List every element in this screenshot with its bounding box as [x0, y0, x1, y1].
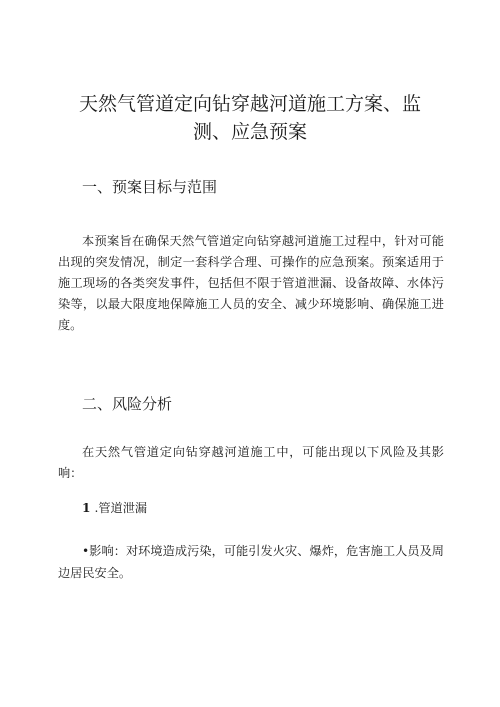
- risk-item-label: .管道泄漏: [94, 501, 148, 515]
- risk-item-bullet: •影响：对环境造成污染，可能引发火灾、爆炸，危害施工人员及周边居民安全。: [58, 544, 444, 580]
- section-heading-objectives: 一、预案目标与范围: [82, 178, 218, 196]
- section-paragraph-objectives: 本预案旨在确保天然气管道定向钻穿越河道施工过程中，针对可能出现的突发情况，制定一套科学合理、可操作的应急预案。预案适用于施工现场的各类突发事件，包括但不限于管道泄漏、设备故障、水体污染等，以最大限度地保障施工人员的安全、减少环境影响、确保施工进度。: [58, 234, 444, 332]
- risk-item-heading: [82, 499, 147, 517]
- section-paragraph-risk-analysis: 在天然气管道定向钻穿越河道施工中，可能出现以下风险及其影响：: [58, 445, 444, 480]
- risk-item-number: 1: [82, 501, 91, 515]
- section-heading-risk-analysis: 二、风险分析: [82, 395, 173, 413]
- document-title: 天然气管道定向钻穿越河道施工方案、监测、应急预案: [78, 93, 421, 143]
